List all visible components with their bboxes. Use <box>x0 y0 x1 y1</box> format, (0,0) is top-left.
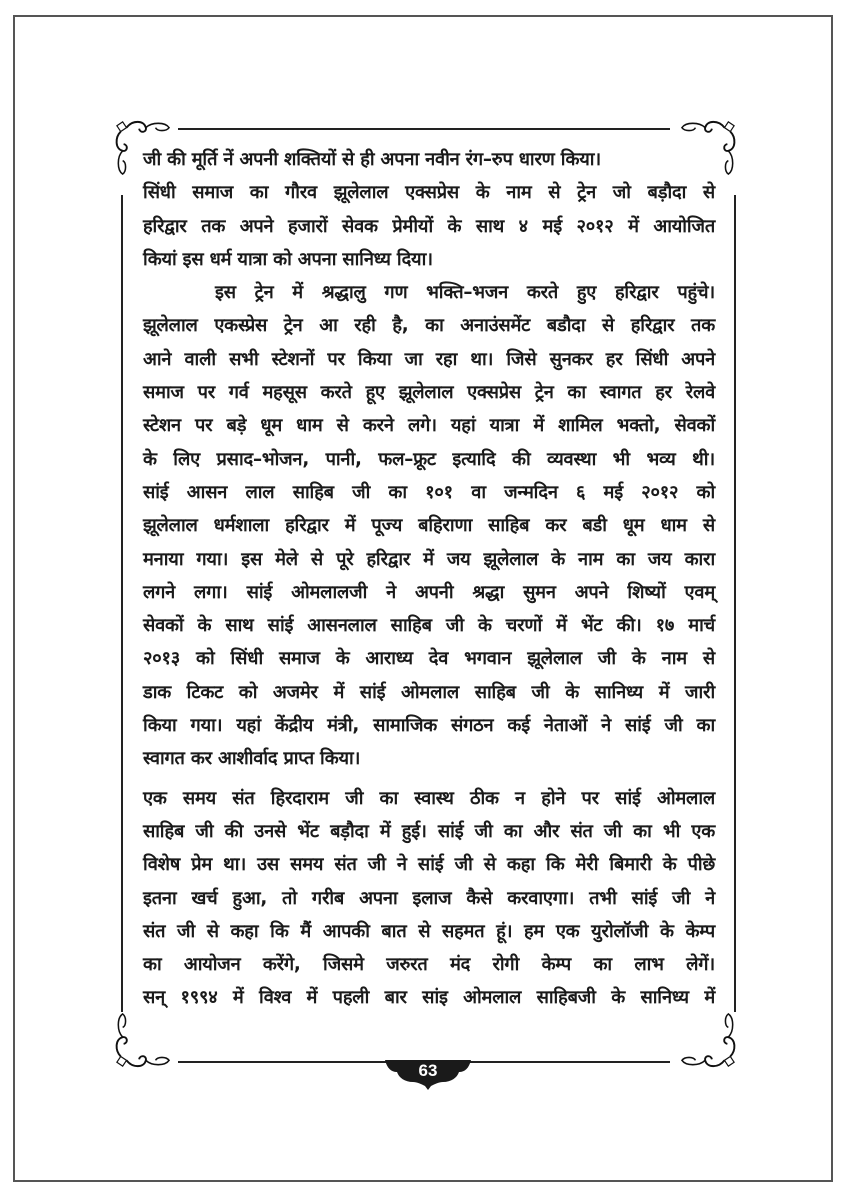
text-line: किया गया। यहां केंद्रीय मंत्री, सामाजिक संगठन कई नेताओं ने सांई जी का <box>143 715 715 737</box>
page-number: 63 <box>418 1061 438 1080</box>
text-line: साहिब जी की उनसे भेंट बड़ौदा में हुई। सांई जी का और संत जी का भी एक <box>143 820 715 842</box>
left-rule <box>121 195 123 1012</box>
text-line: लगने लगा। सांई ओमलालजी ने अपनी श्रद्धा सुमन अपने शिष्यों एवम् <box>143 581 715 603</box>
text-line: जी की मूर्ति नें अपनी शक्तियों से ही अपना नवीन रंग–रुप धारण किया। <box>143 149 601 170</box>
text-line: कियां इस धर्म यात्रा को अपना सानिध्य दिया। <box>143 248 433 270</box>
text-line: झूलेलाल एकस्प्रेस ट्रेन आ रही है, का अनाउंसमेंट बडौदा से हरिद्वार तक <box>143 315 715 337</box>
text-line: का आयोजन करेंगे, जिसमे जरुरत मंद रोगी केम्प का लाभ लेगें। <box>143 954 715 976</box>
text-line: स्टेशन पर बड़े धूम धाम से करने लगे। यहां यात्रा में शामिल भक्तो, सेवकों <box>143 415 715 437</box>
text-line: इतना खर्च हुआ, तो गरीब अपना इलाज कैसे करवाएगा। तभी सांई जी ने <box>143 887 715 909</box>
text-line: सन् १९९४ में विश्व में पहली बार सांइ ओमलाल साहिबजी के सानिध्य में <box>143 987 715 1009</box>
top-rule <box>178 128 670 130</box>
text-line: विशेष प्रेम था। उस समय संत जी ने सांई जी से कहा कि मेरी बिमारी के पीछे <box>143 854 715 876</box>
text-line: झूलेलाल धर्मशाला हरिद्वार में पूज्य बहिराणा साहिब कर बडी धूम धाम से <box>143 515 715 537</box>
text-line: सिंधी समाज का गौरव झूलेलाल एक्सप्रेस के नाम से ट्रेन जो बड़ौदा से <box>143 182 715 204</box>
corner-ornament-bottom-left-icon <box>113 1012 171 1070</box>
text-line: मनाया गया। इस मेले से पूरे हरिद्वार में जय झूलेलाल के नाम का जय कारा <box>143 548 715 570</box>
right-rule <box>734 195 736 1012</box>
body-text <box>143 143 715 1015</box>
text-line: २०१३ को सिंधी समाज के आराध्य देव भगवान झूलेलाल जी के नाम से <box>143 648 715 670</box>
text-line: आने वाली सभी स्टेशनों पर किया जा रहा था। जिसे सुनकर हर सिंधी अपने <box>143 348 715 370</box>
page-number-badge <box>385 1058 471 1088</box>
corner-ornament-bottom-right-icon <box>680 1012 738 1070</box>
text-line: डाक टिकट को अजमेर में सांई ओमलाल साहिब जी के सानिध्य में जारी <box>143 681 715 703</box>
text-line: एक समय संत हिरदाराम जी का स्वास्थ ठीक न होने पर सांई ओमलाल <box>143 787 715 809</box>
text-line: सेवकों के साथ सांई आसनलाल साहिब जी के चरणों में भेंट की। १७ मार्च <box>143 615 715 637</box>
text-line: हरिद्वार तक अपने हजारों सेवक प्रेमीयों के साथ ४ मई २०१२ में आयोजित <box>143 215 715 237</box>
text-line: स्वागत कर आशीर्वाद प्राप्त किया। <box>143 748 361 770</box>
text-line: के लिए प्रसाद–भोजन, पानी, फल–फ्रूट इत्यादि की व्यवस्था भी भव्य थी। <box>143 448 715 470</box>
text-line: समाज पर गर्व महसूस करते हूए झूलेलाल एक्सप्रेस ट्रेन का स्वागत हर रेलवे <box>143 382 715 404</box>
text-line: सांई आसन लाल साहिब जी का १०१ वा जन्मदिन ६ मई २०१२ को <box>143 481 715 503</box>
text-line: इस ट्रेन में श्रद्धालु गण भक्ति–भजन करते हुए हरिद्वार पहुंचे। <box>215 282 715 304</box>
text-line: संत जी से कहा कि मैं आपकी बात से सहमत हूं। हम एक युरोलॉजी के केम्प <box>143 920 715 942</box>
